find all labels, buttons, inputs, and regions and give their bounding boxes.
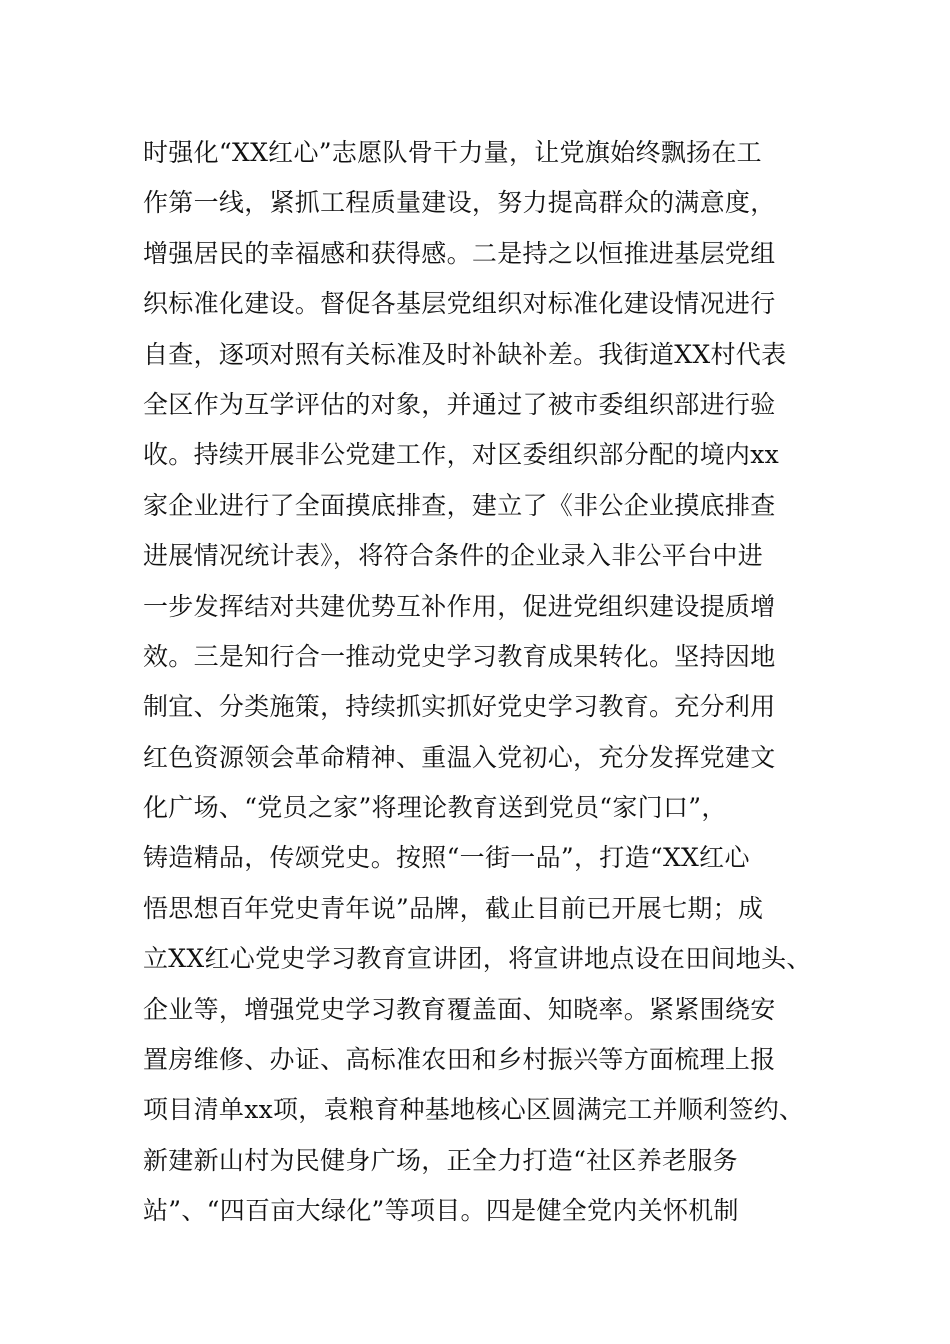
text-line: 时强化“XX红心”志愿队骨干力量，让党旗始终飘扬在工	[143, 138, 762, 167]
text-line: 悟思想百年党史青年说”品牌，截止目前已开展七期；成	[143, 893, 764, 923]
body-paragraph	[143, 128, 833, 1237]
text-line: 进展情况统计表》，将符合条件的企业录入非公平台中进	[143, 541, 764, 571]
text-line: 自查，逐项对照有关标准及时补缺补差。我街道XX村代表	[143, 339, 787, 369]
text-line: 化广场、“党员之家”将理论教育送到党员“家门口”，	[143, 793, 727, 823]
text-line: 项目清单xx项，袁粮育种基地核心区圆满完工并顺利签约、	[143, 1095, 805, 1125]
text-line: 一步发挥结对共建优势互补作用，促进党组织建设提质增	[143, 591, 776, 621]
text-line: 织标准化建设。督促各基层党组织对标准化建设情况进行	[143, 289, 776, 319]
text-line: 收。持续开展非公党建工作，对区委组织部分配的境内xx	[143, 440, 780, 470]
text-line: 增强居民的幸福感和获得感。二是持之以恒推进基层党组	[143, 238, 776, 268]
text-line: 红色资源领会革命精神、重温入党初心，充分发挥党建文	[143, 742, 776, 772]
text-line: 全区作为互学评估的对象，并通过了被市委组织部进行验	[143, 389, 776, 419]
text-line: 站”、“四百亩大绿化”等项目。四是健全党内关怀机制	[143, 1196, 739, 1226]
text-line: 立XX红心党史学习教育宣讲团，将宣讲地点设在田间地头、	[143, 944, 812, 974]
text-line: 作第一线，紧抓工程质量建设，努力提高群众的满意度，	[143, 188, 776, 218]
text-line: 铸造精品，传颂党史。按照“一街一品”，打造“XX红心	[143, 843, 750, 873]
text-line: 企业等，增强党史学习教育覆盖面、知晓率。紧紧围绕安	[143, 994, 776, 1024]
text-line: 效。三是知行合一推动党史学习教育成果转化。坚持因地	[143, 641, 776, 671]
text-line: 新建新山村为民健身广场，正全力打造“社区养老服务	[143, 1145, 738, 1175]
text-line: 制宜、分类施策，持续抓实抓好党史学习教育。充分利用	[143, 692, 776, 722]
text-line: 家企业进行了全面摸底排查，建立了《非公企业摸底排查	[143, 490, 776, 520]
text-line: 置房维修、办证、高标准农田和乡村振兴等方面梳理上报	[143, 1045, 776, 1075]
